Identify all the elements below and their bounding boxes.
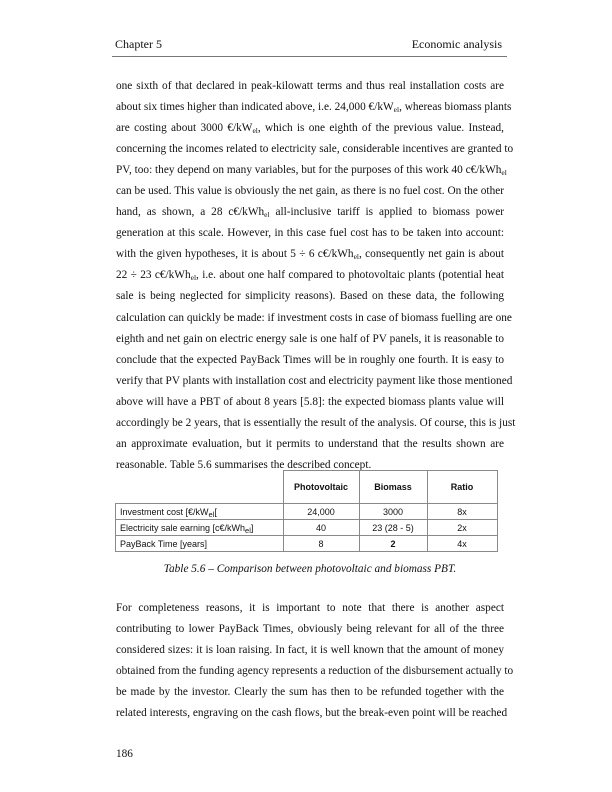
cell-photovoltaic: 24,000 bbox=[283, 504, 359, 520]
text-line: accordingly be 2 years, that is essentially the result of the analysis. Of course, this is just bbox=[116, 416, 516, 429]
table-caption: Table 5.6 – Comparison between photovoltaic and biomass PBT. bbox=[163, 563, 457, 575]
page-number: 186 bbox=[116, 748, 133, 760]
text-line: with the given hypotheses, it is about 5 ÷ 6 c€/kWh$_{el}$, consequently net gain is about bbox=[116, 248, 505, 262]
cell-ratio: 8x bbox=[427, 504, 497, 520]
table-row bbox=[116, 504, 498, 520]
table-row bbox=[116, 536, 498, 552]
text-line: considered sizes: it is loan raising. In fact, it is well known that the amount of money bbox=[116, 644, 504, 657]
text-line: about six times higher than indicated above, i.e. 24,000 $€/kW_{el}$, whereas biomass plants bbox=[116, 101, 512, 115]
text-line: reasonable. Table 5.6 summarises the described concept. bbox=[116, 458, 372, 471]
text-line: For completeness reasons, it is important to note that there is another aspect bbox=[116, 602, 504, 614]
comparison-table bbox=[115, 470, 498, 552]
text-line: contributing to lower PayBack Times, obviously being relevant for all of the three bbox=[116, 623, 504, 636]
row-label: Investment cost [$€/kW_{el}$[ bbox=[116, 504, 284, 520]
cell-ratio: 2x bbox=[427, 520, 497, 536]
running-header bbox=[115, 37, 502, 55]
text-line: an approximate evaluation, but it permits to understand that the results shown are bbox=[116, 437, 504, 450]
text-line: PV, too: they depend on many variables, but for the purposes of this work 40 c€/kWh$_{el}$ bbox=[116, 164, 507, 178]
text-line: concerning the incomes related to electricity sale, considerable incentives are granted to bbox=[116, 143, 514, 156]
table-row bbox=[116, 520, 498, 536]
row-label: Electricity sale earning [c€/kWh$_{el}$] bbox=[116, 520, 284, 536]
table-header-ratio: Ratio bbox=[427, 471, 497, 504]
cell-biomass: 23 (28 - 5) bbox=[359, 520, 427, 536]
table-header-row bbox=[116, 471, 498, 504]
text-line: verify that PV plants with installation cost and electricity payment like those mentioned bbox=[116, 374, 513, 387]
text-line: above will have a PBT of about 8 years [5.8]: the expected biomass plants value will bbox=[116, 395, 504, 408]
text-line: are costing about 3000 $€/kW_{el}$, which is one eighth of the previous value. Instead, bbox=[116, 122, 504, 136]
cell-photovoltaic: 40 bbox=[283, 520, 359, 536]
text-line: hand, as shown, a 28 c€/kWh$_{el}$ all-inclusive tariff is applied to biomass power bbox=[116, 206, 504, 220]
table-header-biomass: Biomass bbox=[359, 471, 427, 504]
table-header-photovoltaic: Photovoltaic bbox=[283, 471, 359, 504]
chapter-label: Chapter 5 bbox=[115, 37, 162, 51]
table-header-blank bbox=[116, 471, 284, 504]
cell-ratio: 4x bbox=[427, 536, 497, 552]
cell-photovoltaic: 8 bbox=[283, 536, 359, 552]
text-line: one sixth of that declared in peak-kilowatt terms and thus real installation costs are bbox=[116, 80, 504, 92]
text-line: 22 ÷ 23 c€/kWh$_{el}$, i.e. about one half compared to photovoltaic plants (potential heat bbox=[116, 269, 504, 283]
text-line: generation at this scale. However, in this case fuel cost has to be taken into account: bbox=[116, 227, 504, 240]
cell-biomass: 3000 bbox=[359, 504, 427, 520]
section-title: Economic analysis bbox=[411, 37, 502, 51]
text-line: calculation can quickly be made: if investment costs in case of biomass fuelling are one bbox=[116, 311, 512, 324]
text-line: conclude that the expected PayBack Times will be in roughly one fourth. It is easy to bbox=[116, 353, 504, 366]
text-line: related interests, engraving on the cash flows, but the break-even point will be reached bbox=[116, 707, 508, 720]
body-paragraph-2 bbox=[116, 598, 514, 724]
text-line: obtained from the funding agency represents a reduction of the disbursement actually to bbox=[116, 665, 514, 678]
header-divider bbox=[112, 56, 507, 57]
body-paragraph-1 bbox=[116, 76, 516, 476]
cell-biomass: 2 bbox=[359, 536, 427, 552]
row-label: PayBack Time [years] bbox=[116, 536, 284, 552]
text-line: sale is being neglected for simplicity reasons). Based on these data, the following bbox=[116, 290, 504, 303]
text-line: eighth and net gain on electric energy sale is one half of PV panels, it is reasonable to bbox=[116, 332, 504, 345]
text-line: be made by the investor. Clearly the sum has then to be refunded together with the bbox=[116, 686, 504, 699]
text-line: can be used. This value is obviously the net gain, as there is no fuel cost. On the other bbox=[116, 185, 504, 198]
